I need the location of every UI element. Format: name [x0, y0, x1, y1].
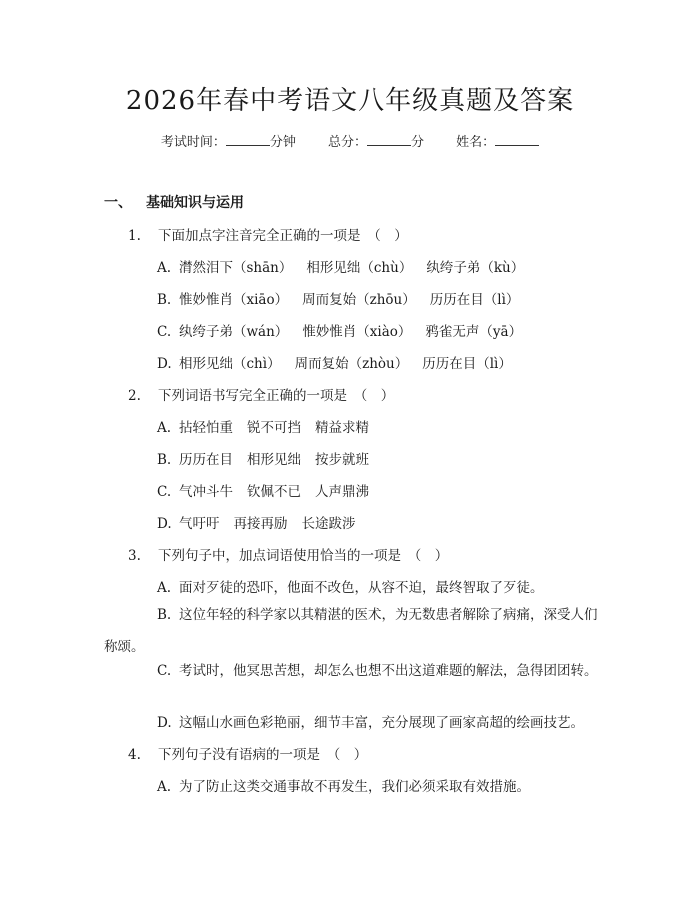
option-row [157, 711, 584, 731]
option-row [104, 599, 600, 663]
question-text: 下列词语书写完全正确的一项是 （ ） [158, 388, 395, 404]
option-row [157, 775, 530, 795]
option-item: 钦佩不已 [247, 484, 301, 500]
option-item: 再接再励 [233, 516, 288, 532]
section-title: 基础知识与运用 [146, 195, 244, 211]
option-item: 惟妙惟肖（xiào） [302, 324, 412, 340]
question-number: 4. [128, 747, 141, 763]
option-item: 周而复始（zhòu） [294, 356, 409, 372]
question-text: 下列句子中，加点词语使用恰当的一项是 （ ） [158, 548, 449, 564]
option-item: 潸然泪下（shān） [179, 260, 293, 276]
option-row [157, 576, 544, 596]
option-item: 历历在目 [179, 452, 233, 468]
option-item: 人声鼎沸 [315, 484, 369, 500]
question-number: 2. [128, 388, 141, 404]
option-text: 这位年轻的科学家以其精湛的医术，为无数患者解除了病痛，深受人们称颂。 [104, 607, 598, 655]
option-label: C. [157, 663, 172, 679]
question-stem [128, 224, 408, 244]
option-item: 历历在目（lì） [429, 292, 520, 308]
option-item: 按步就班 [315, 452, 369, 468]
option-label: B. [157, 452, 172, 468]
score-blank [367, 133, 411, 146]
question-stem [128, 384, 394, 404]
option-row [157, 416, 383, 436]
option-row [157, 480, 383, 500]
option-label: A. [157, 260, 172, 276]
option-item: 锐不可挡 [247, 420, 301, 436]
option-label: D. [157, 516, 172, 532]
name-label: 姓名： [456, 135, 496, 150]
option-label: A. [157, 420, 172, 436]
question-number: 1. [128, 228, 141, 244]
option-item: 惟妙惟肖（xiāo） [179, 292, 289, 308]
option-label: B. [157, 607, 172, 623]
question-stem [128, 743, 367, 763]
time-unit: 分钟 [269, 135, 296, 150]
option-row [157, 256, 538, 276]
option-item: 历历在目（lì） [422, 356, 512, 372]
option-item: 气吁吁 [179, 516, 220, 532]
option-label: D. [157, 715, 172, 731]
option-text: 面对歹徒的恐吓，他面不改色，从容不迫，最终智取了歹徒。 [179, 580, 544, 596]
question-text: 下列句子没有语病的一项是 （ ） [158, 747, 368, 763]
time-label: 考试时间： [160, 135, 226, 150]
time-field [161, 131, 296, 150]
option-item: 相形见绌 [247, 452, 301, 468]
option-item: 相形见绌（chù） [306, 260, 413, 276]
name-blank [495, 133, 539, 146]
option-item: 周而复始（zhōu） [302, 292, 416, 308]
option-text: 为了防止这类交通事故不再发生，我们必须采取有效措施。 [179, 779, 530, 795]
option-item: 拈轻怕重 [179, 420, 233, 436]
option-item: 长途跋涉 [301, 516, 356, 532]
score-label: 总分： [327, 135, 367, 150]
option-item: 纨绔子弟（kù） [426, 260, 525, 276]
option-row [157, 512, 370, 532]
option-label: A. [157, 779, 172, 795]
question-stem [128, 544, 448, 564]
option-row [157, 352, 526, 372]
name-field [456, 131, 539, 150]
section-number: 一、 [104, 195, 132, 211]
score-unit: 分 [411, 135, 425, 150]
option-item: 相形见绌（chì） [179, 356, 281, 372]
option-item: 气冲斗牛 [179, 484, 233, 500]
option-item: 精益求精 [315, 420, 369, 436]
option-text: 考试时，他冥思苦想，却怎么也想不出这道难题的解法，急得团团转。 [179, 663, 598, 679]
section-heading [104, 192, 244, 212]
option-row [104, 655, 600, 687]
option-row [157, 448, 383, 468]
option-item: 纨绔子弟（wán） [179, 324, 289, 340]
option-item: 鸦雀无声（yā） [425, 324, 523, 340]
option-label: A. [157, 580, 172, 596]
page-title: 2026年春中考语文八年级真题及答案 [125, 86, 575, 116]
question-number: 3. [128, 548, 141, 564]
option-label: B. [157, 292, 172, 308]
option-text: 这幅山水画色彩艳丽，细节丰富，充分展现了画家高超的绘画技艺。 [179, 715, 584, 731]
option-label: C. [157, 484, 172, 500]
option-row [157, 320, 536, 340]
option-row [157, 288, 533, 308]
exam-meta [0, 131, 700, 150]
option-label: D. [157, 356, 172, 372]
option-label: C. [157, 324, 172, 340]
score-field [328, 131, 424, 150]
time-blank [226, 133, 270, 146]
question-text: 下面加点字注音完全正确的一项是 （ ） [158, 228, 408, 244]
